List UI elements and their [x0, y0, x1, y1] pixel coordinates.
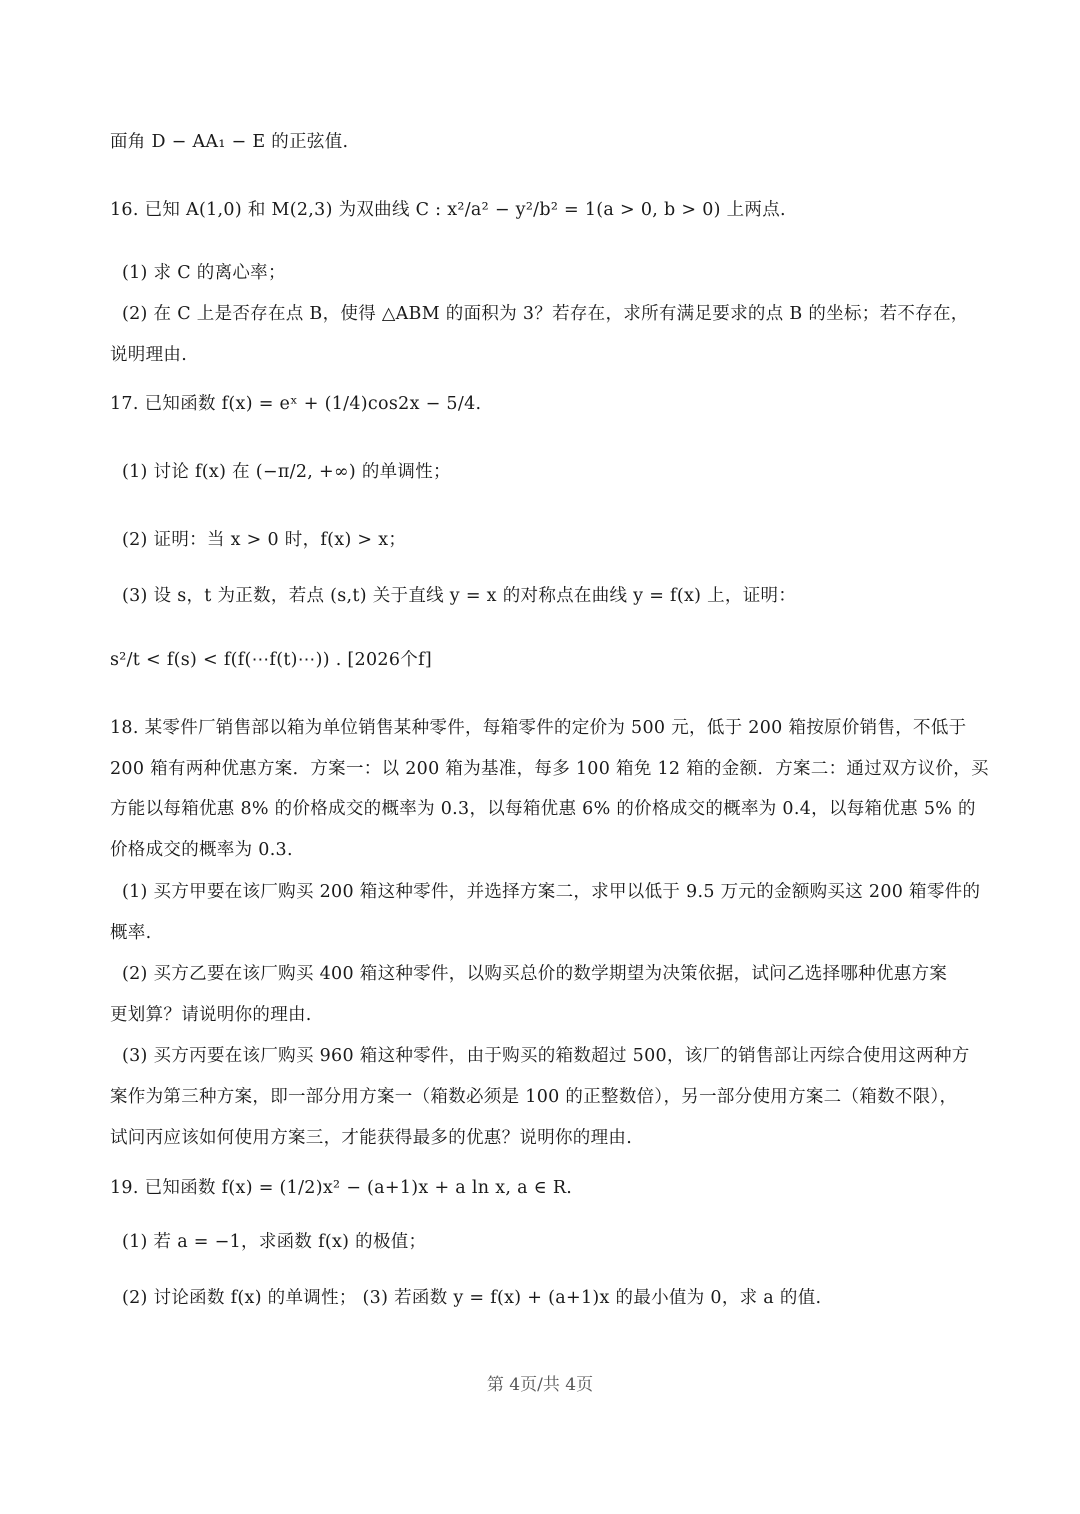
problem-16-part-2: (2) 在 C 上是否存在点 B，使得 △ABM 的面积为 3？若存在，求所有满足要求的点 B 的坐标；若不存在，: [122, 304, 969, 324]
text-line: 价格成交的概率为 0.3.: [110, 840, 293, 860]
text-line: 方能以每箱优惠 8% 的价格成交的概率为 0.3，以每箱优惠 6% 的价格成交的概率为 0.4，以每箱优惠 5% 的: [110, 799, 976, 819]
problem-16-statement: 16. 已知 A(1,0) 和 M(2,3) 为双曲线 C : x²/a² − y²/b² = 1(a > 0, b > 0) 上两点.: [110, 200, 786, 220]
problem-19-parts-2-3: (2) 讨论函数 f(x) 的单调性； (3) 若函数 y = f(x) + (a+1)x 的最小值为 0，求 a 的值.: [122, 1288, 822, 1308]
text-line: 试问丙应该如何使用方案三，才能获得最多的优惠？说明你的理由.: [110, 1128, 633, 1148]
problem-18-statement: 18. 某零件厂销售部以箱为单位销售某种零件，每箱零件的定价为 500 元，低于 200 箱按原价销售，不低于: [110, 718, 967, 738]
problem-16-part-1: (1) 求 C 的离心率；: [122, 263, 286, 283]
problem-18-part-2: (2) 买方乙要在该厂购买 400 箱这种零件，以购买总价的数学期望为决策依据，试问乙选择哪种优惠方案: [122, 964, 948, 984]
problem-17-statement: 17. 已知函数 f(x) = eˣ + (1/4)cos2x − 5/4.: [110, 394, 482, 414]
problem-17-part-3: (3) 设 s，t 为正数，若点 (s,t) 关于直线 y = x 的对称点在曲线 y = f(x) 上，证明：: [122, 586, 797, 606]
page-footer: 第 4页/共 4页: [486, 1375, 594, 1395]
problem-19-part-1: (1) 若 a = −1，求函数 f(x) 的极值；: [122, 1232, 427, 1252]
problem-18-part-3: (3) 买方丙要在该厂购买 960 箱这种零件，由于购买的箱数超过 500，该厂的销售部让丙综合使用这两种方: [122, 1046, 970, 1066]
text-line: 案作为第三种方案，即一部分用方案一（箱数必须是 100 的正整数倍），另一部分使用方案二（箱数不限），: [110, 1087, 958, 1107]
text-line: 概率.: [110, 923, 152, 943]
text-line: 200 箱有两种优惠方案．方案一：以 200 箱为基准，每多 100 箱免 12 箱的金额．方案二：通过双方议价，买: [110, 759, 989, 779]
problem-18-part-1: (1) 买方甲要在该厂购买 200 箱这种零件，并选择方案二，求甲以低于 9.5 万元的金额购买这 200 箱零件的: [122, 882, 981, 902]
text-line: 更划算？请说明你的理由.: [110, 1005, 312, 1025]
problem-17-part-2: (2) 证明：当 x > 0 时，f(x) > x；: [122, 530, 407, 550]
text-line: 说明理由.: [110, 345, 188, 365]
problem-17-part-1: (1) 讨论 f(x) 在 (−π/2, +∞) 的单调性；: [122, 462, 451, 482]
problem-19-statement: 19. 已知函数 f(x) = (1/2)x² − (a+1)x + a ln x, a ∈ R.: [110, 1178, 573, 1198]
problem-17-inequality: s²/t < f(s) < f(f(⋯f(t)⋯)) . [2026个f]: [110, 650, 432, 670]
text-line: 面角 D − AA₁ − E 的正弦值.: [110, 132, 349, 152]
